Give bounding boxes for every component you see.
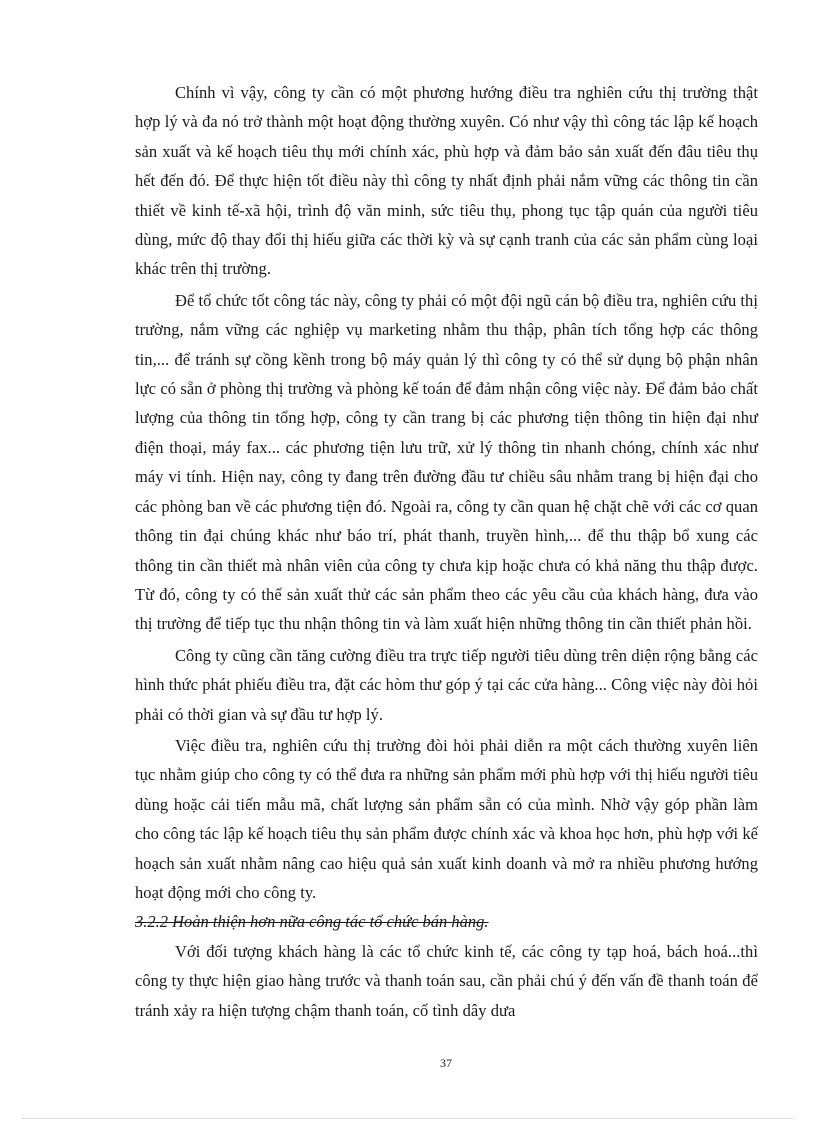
page-number: 37 (440, 1056, 452, 1070)
body-text (135, 78, 758, 1025)
page-bottom-divider (22, 1118, 794, 1119)
paragraph-research-team: Để tổ chức tốt công tác này, công ty phải có một đội ngũ cán bộ điều tra, nghiên cứu thị trường, nắm vững các nghiệp vụ marketing nhằm thu thập, phân tích tổng hợp các thông tin,... để tránh sự cồng kềnh trong bộ máy quản lý thì công ty có thể sử dụng bộ phận nhân lực có sẵn ở phòng thị trường và phòng kế toán để đảm nhận công việc này. Để đảm bảo chất lượng của thông tin tổng hợp, công ty cần trang bị các phương tiện thông tin hiện đại như điện thoại, máy fax... các phương tiện lưu trữ, xử lý thông tin nhanh chóng, chính xác như máy vi tính. Hiện nay, công ty đang trên đường đầu tư chiều sâu nhằm trang bị hiện đại cho các phòng ban về các phương tiện đó. Ngoài ra, công ty cần quan hệ chặt chẽ với các cơ quan thông tin đại chúng khác như báo trí, phát thanh, truyền hình,... để thu thập bổ xung các thông tin cần thiết mà nhân viên của công ty chưa kịp hoặc chưa có khả năng thu thập được. Từ đó, công ty có thể sản xuất thử các sản phẩm theo các yêu cầu của khách hàng, đưa vào thị trường để tiếp tục thu nhận thông tin và làm xuất hiện những thông tin cần thiết phản hồi. (135, 290, 758, 634)
paragraph-payment: Với đối tượng khách hàng là các tổ chức kinh tế, các công ty tạp hoá, bách hoá...thì công ty thực hiện giao hàng trước và thanh toán sau, cần phải chú ý đến vấn đề thanh toán để tránh xảy ra hiện tượng chậm thanh toán, cố tình dây dưa (135, 941, 758, 1020)
paragraph-direct-survey: Công ty cũng cần tăng cường điều tra trực tiếp người tiêu dùng trên diện rộng bằng các hình thức phát phiếu điều tra, đặt các hòm thư góp ý tại các cửa hàng... Công việc này đòi hỏi phải có thời gian và sự đầu tư hợp lý. (135, 645, 758, 724)
paragraph-continuous-research: Việc điều tra, nghiên cứu thị trường đòi hỏi phải diễn ra một cách thường xuyên liên tục nhằm giúp cho công ty có thể đưa ra những sản phẩm mới phù hợp với thị hiếu người tiêu dùng hoặc cải tiến mẫu mã, chất lượng sản phẩm sẵn có của mình. Nhờ vậy góp phần làm cho công tác lập kế hoạch tiêu thụ sản phẩm được chính xác và khoa học hơn, phù hợp với kế hoạch sản xuất nhằm nâng cao hiệu quả sản xuất kinh doanh và mở ra nhiều phương hướng hoạt động mới cho công ty. (135, 735, 758, 902)
paragraph-market-research-direction: Chính vì vậy, công ty cần có một phương hướng điều tra nghiên cứu thị trường thật hợp lý và đa nó trở thành một hoạt động thường xuyên. Có như vậy thì công tác lập kế hoạch sản xuất và kế hoạch tiêu thụ mới chính xác, phù hợp và đảm bảo sản xuất đến đâu tiêu thụ hết đến đó. Để thực hiện tốt điều này thì công ty nhất định phải nắm vững các thông tin cần thiết về kinh tế-xã hội, trình độ văn minh, sức tiêu thụ, phong tục tập quán của người tiêu dùng, mức độ thay đổi thị hiếu giữa các thời kỳ và sự cạnh tranh của các sản phẩm cùng loại khác trên thị trường. (135, 83, 758, 279)
section-heading: 3.2.2 Hoàn thiện hơn nữa công tác tổ chức bán hàng. (135, 912, 489, 932)
